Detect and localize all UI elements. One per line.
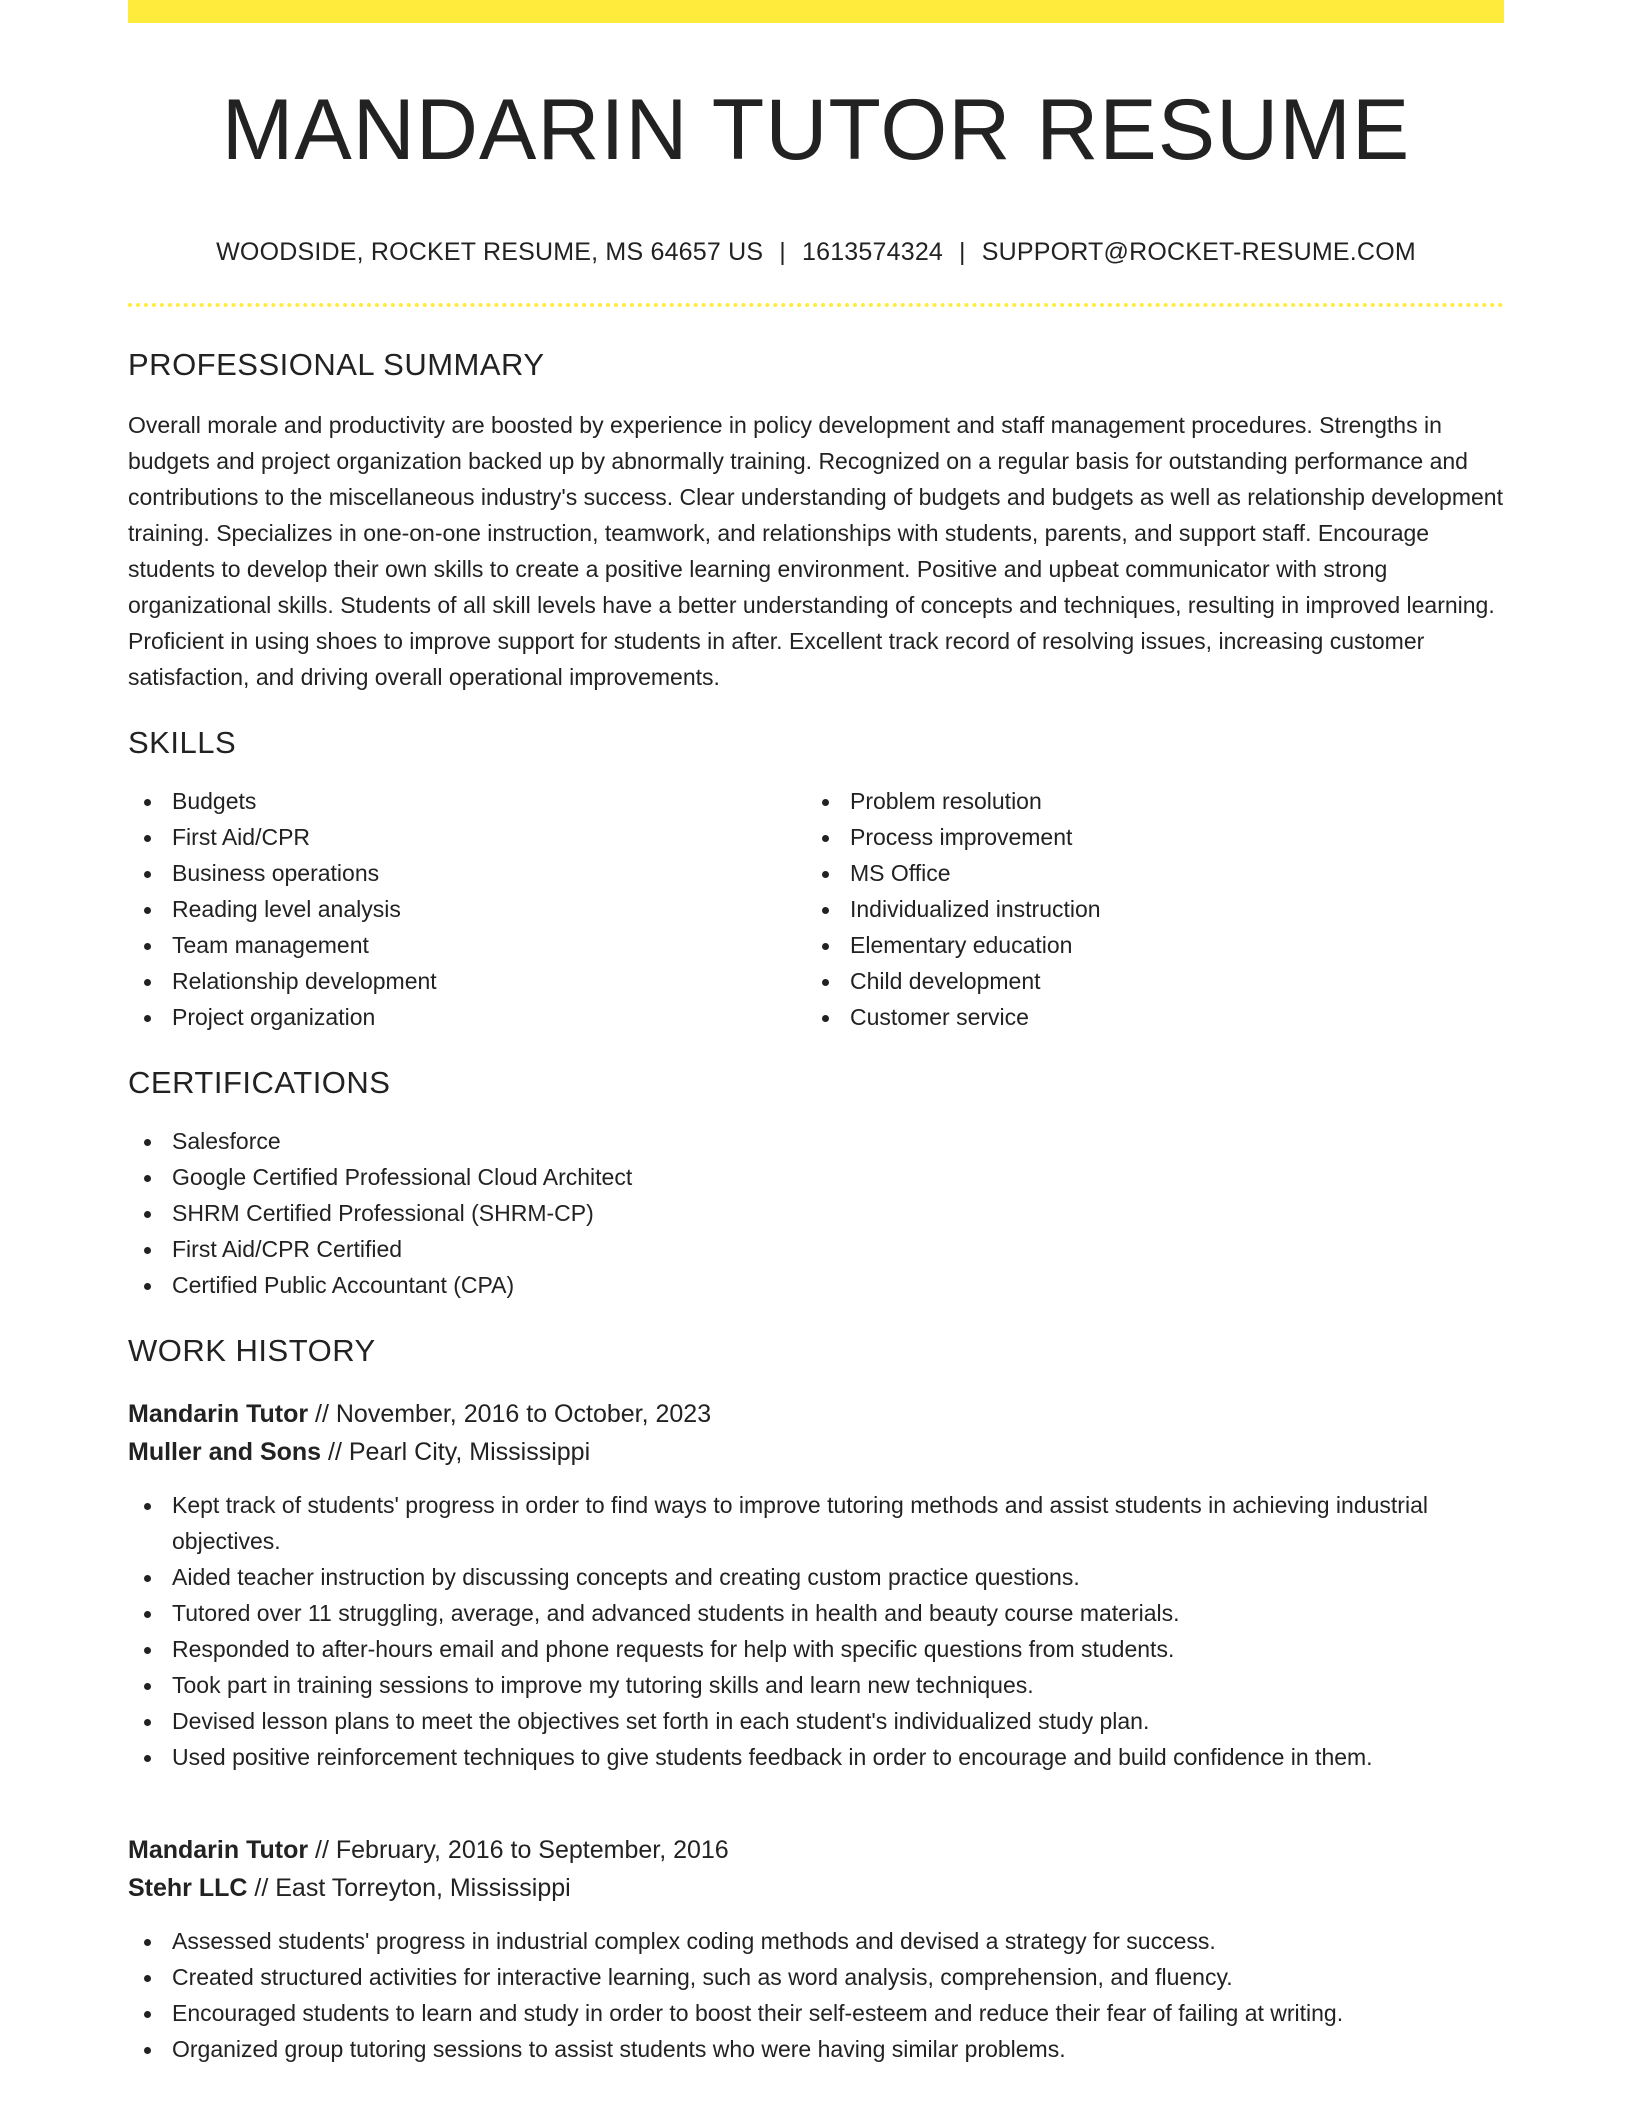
job-bullet: Created structured activities for interactive learning, such as word analysis, comprehension, and fluency.	[128, 1959, 1504, 1995]
skill-item: Project organization	[128, 999, 806, 1035]
certifications-list	[128, 1123, 1504, 1303]
job-title-line	[128, 1395, 1504, 1433]
job-bullet: Used positive reinforcement techniques to give students feedback in order to encourage and build confidence in them.	[128, 1739, 1504, 1775]
contact-phone: 1613574324	[801, 237, 944, 266]
contact-separator: |	[959, 237, 966, 266]
job-bullet: Organized group tutoring sessions to assist students who were having similar problems.	[128, 2031, 1504, 2067]
job-location: // East Torreyton, Mississippi	[247, 1873, 571, 1902]
job-company: Stehr LLC	[128, 1873, 248, 1902]
contact-address: WOODSIDE, ROCKET RESUME, MS 64657 US	[216, 237, 764, 266]
skill-item: Team management	[128, 927, 806, 963]
work-history-heading: WORK HISTORY	[128, 1332, 376, 1368]
job-bullet: Responded to after-hours email and phone requests for help with specific questions from students.	[128, 1631, 1504, 1667]
skill-item: First Aid/CPR	[128, 819, 806, 855]
certifications-heading: CERTIFICATIONS	[128, 1064, 391, 1100]
skill-item: Business operations	[128, 855, 806, 891]
summary-heading: PROFESSIONAL SUMMARY	[128, 346, 545, 382]
skill-item: Individualized instruction	[806, 891, 1484, 927]
work-history-list	[128, 1395, 1504, 2067]
job-dates: // February, 2016 to September, 2016	[308, 1835, 729, 1864]
skills-columns	[128, 783, 1504, 1035]
job-bullet: Aided teacher instruction by discussing concepts and creating custom practice questions.	[128, 1559, 1504, 1595]
job-entry	[128, 1775, 1504, 2067]
header-divider	[128, 303, 1504, 307]
summary-text: Overall morale and productivity are boosted by experience in policy development and staff management procedures. Strengths in budgets and project organization backed up by abnormally training. Recognized on a regular basis for outstanding performance and contributions to the miscellaneous industry's success. Clear understanding of budgets and budgets as well as relationship development training. Specializes in one-on-one instruction, teamwork, and relationships with students, parents, and support staff. Encourage students to develop their own skills to create a positive learning environment. Positive and upbeat communicator with strong organizational skills. Students of all skill levels have a better understanding of concepts and techniques, resulting in improved learning. Proficient in using shoes to improve support for students in after. Excellent track record of resolving issues, increasing customer satisfaction, and driving overall operational improvements.	[128, 411, 1503, 690]
certification-item: Salesforce	[128, 1123, 1504, 1159]
job-bullet: Devised lesson plans to meet the objectives set forth in each student's individualized study plan.	[128, 1703, 1504, 1739]
job-company: Muller and Sons	[128, 1437, 322, 1466]
certification-item: Certified Public Accountant (CPA)	[128, 1267, 1504, 1303]
certification-item: Google Certified Professional Cloud Architect	[128, 1159, 1504, 1195]
contact-line	[128, 238, 1504, 267]
job-dates: // November, 2016 to October, 2023	[308, 1399, 712, 1428]
skill-item: Relationship development	[128, 963, 806, 999]
job-bullet: Kept track of students' progress in order to find ways to improve tutoring methods and assist students in achieving industrial objectives.	[128, 1487, 1504, 1559]
job-bullet-list	[128, 1487, 1504, 1775]
job-bullet-list	[128, 1923, 1504, 2067]
job-header	[128, 1395, 1504, 1471]
resume-title: MANDARIN TUTOR RESUME	[221, 82, 1411, 178]
job-company-line	[128, 1433, 1504, 1471]
skills-list-left	[128, 783, 806, 1035]
certification-item: SHRM Certified Professional (SHRM-CP)	[128, 1195, 1504, 1231]
skill-item: Child development	[806, 963, 1484, 999]
contact-email: SUPPORT@ROCKET-RESUME.COM	[981, 237, 1416, 266]
skill-item: Customer service	[806, 999, 1484, 1035]
job-company-line	[128, 1869, 1504, 1907]
skill-item: Reading level analysis	[128, 891, 806, 927]
job-bullet: Took part in training sessions to improve my tutoring skills and learn new techniques.	[128, 1667, 1504, 1703]
skill-item: Budgets	[128, 783, 806, 819]
contact-separator: |	[779, 237, 786, 266]
job-title-line	[128, 1831, 1504, 1869]
resume-page	[128, 0, 1504, 2067]
top-accent-bar	[128, 0, 1504, 23]
job-header	[128, 1831, 1504, 1907]
job-title: Mandarin Tutor	[128, 1399, 309, 1428]
job-spacer	[128, 1775, 1504, 1805]
skills-heading: SKILLS	[128, 724, 237, 760]
job-location: // Pearl City, Mississippi	[321, 1437, 591, 1466]
skills-list-right	[806, 783, 1484, 1035]
skill-item: Elementary education	[806, 927, 1484, 963]
job-bullet: Assessed students' progress in industrial complex coding methods and devised a strategy for success.	[128, 1923, 1504, 1959]
job-entry	[128, 1395, 1504, 1775]
skill-item: MS Office	[806, 855, 1484, 891]
job-bullet: Encouraged students to learn and study in order to boost their self-esteem and reduce their fear of failing at writing.	[128, 1995, 1504, 2031]
job-title: Mandarin Tutor	[128, 1835, 309, 1864]
skill-item: Process improvement	[806, 819, 1484, 855]
job-bullet: Tutored over 11 struggling, average, and advanced students in health and beauty course materials.	[128, 1595, 1504, 1631]
skill-item: Problem resolution	[806, 783, 1484, 819]
certification-item: First Aid/CPR Certified	[128, 1231, 1504, 1267]
